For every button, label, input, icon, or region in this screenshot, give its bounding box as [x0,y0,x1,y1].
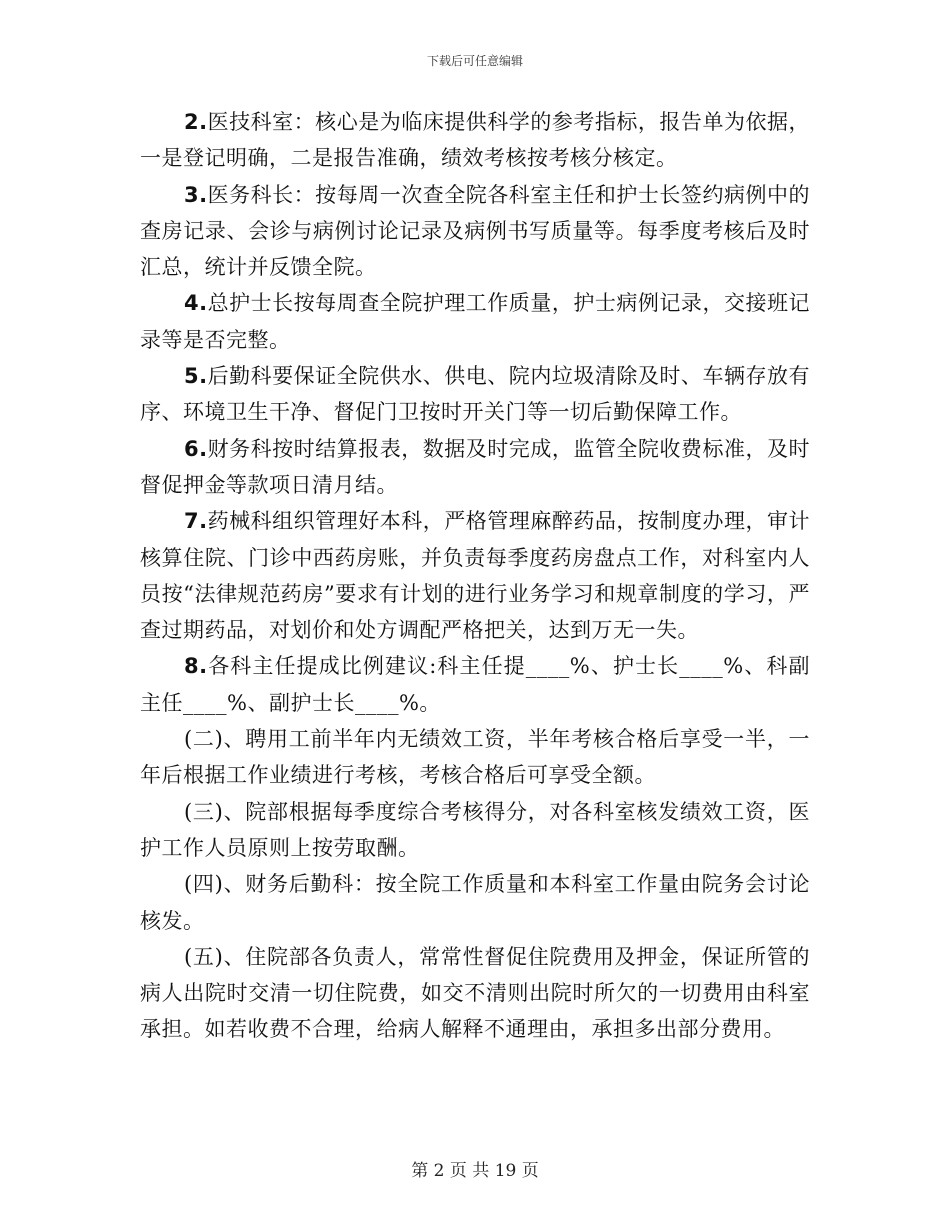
paragraph-text: 医务科长：按每周一次查全院各科室主任和护士长签约病例中的查房记录、会诊与病例讨论记录及病例书写质量等。每季度考核后及时汇总，统计并反馈全院。 [140,182,810,280]
paragraph-item-2 [140,104,810,177]
item-number: 6. [184,436,208,461]
item-number: 7. [184,509,208,534]
item-number: 3. [184,182,208,207]
paragraph-text: (五)、住院部各负责人，常常性督促住院费用及押金，保证所管的病人出院时交清一切住院费，如交不清则出院时所欠的一切费用由科室承担。如若收费不合理，给病人解释不通理由，承担多出部分费用。 [140,944,810,1042]
item-number: 2. [184,110,208,134]
paragraph-item-8 [140,648,810,721]
item-number: 4. [184,291,208,316]
paragraph-item-3 [140,177,810,286]
page-number: 第 2 页 共 19 页 [411,1161,539,1181]
paragraph-item-5 [140,358,810,431]
paragraph-text: (三)、院部根据每季度综合考核得分，对各科室核发绩效工资，医护工作人员原则上按劳取酬。 [140,799,810,860]
paragraph-item-6 [140,431,810,504]
paragraph-text: 药械科组织管理好本科，严格管理麻醉药品，按制度办理，审计核算住院、门诊中西药房账，并负责每季度药房盘点工作，对科室内人员按“法律规范药房”要求有计划的进行业务学习和规章制度的学习，严查过期药品，对划价和处方调配严格把关，达到万无一失。 [140,509,810,643]
paragraph-text: 财务科按时结算报表，数据及时完成，监管全院收费标准，及时督促押金等款项日清月结。 [140,436,810,497]
paragraph-item-4 [140,285,810,358]
page-header-note: 下载后可任意编辑 [426,54,523,68]
paragraph-section-3 [140,794,810,867]
paragraph-item-7 [140,503,810,648]
paragraph-text: (二)、聘用工前半年内无绩效工资，半年考核合格后享受一半，一年后根据工作业绩进行考核，考核合格后可享受全额。 [140,727,810,788]
paragraph-text: 总护士长按每周查全院护理工作质量，护士病例记录，交接班记录等是否完整。 [140,291,810,352]
paragraph-text: 各科主任提成比例建议:科主任提____%、护士长____%、科副主任____%、副护士长____%。 [140,654,810,715]
item-number: 8. [184,654,208,679]
item-number: 5. [184,364,208,389]
paragraph-section-2 [140,721,810,794]
document-body [140,104,810,1048]
paragraph-section-5 [140,939,810,1048]
paragraph-section-4 [140,866,810,939]
paragraph-text: 后勤科要保证全院供水、供电、院内垃圾清除及时、车辆存放有序、环境卫生干净、督促门卫按时开关门等一切后勤保障工作。 [140,364,810,425]
paragraph-text: (四)、财务后勤科：按全院工作质量和本科室工作量由院务会讨论核发。 [140,872,810,933]
paragraph-text: 医技科室：核心是为临床提供科学的参考指标，报告单为依据，一是登记明确，二是报告准确，绩效考核按考核分核定。 [140,110,810,171]
